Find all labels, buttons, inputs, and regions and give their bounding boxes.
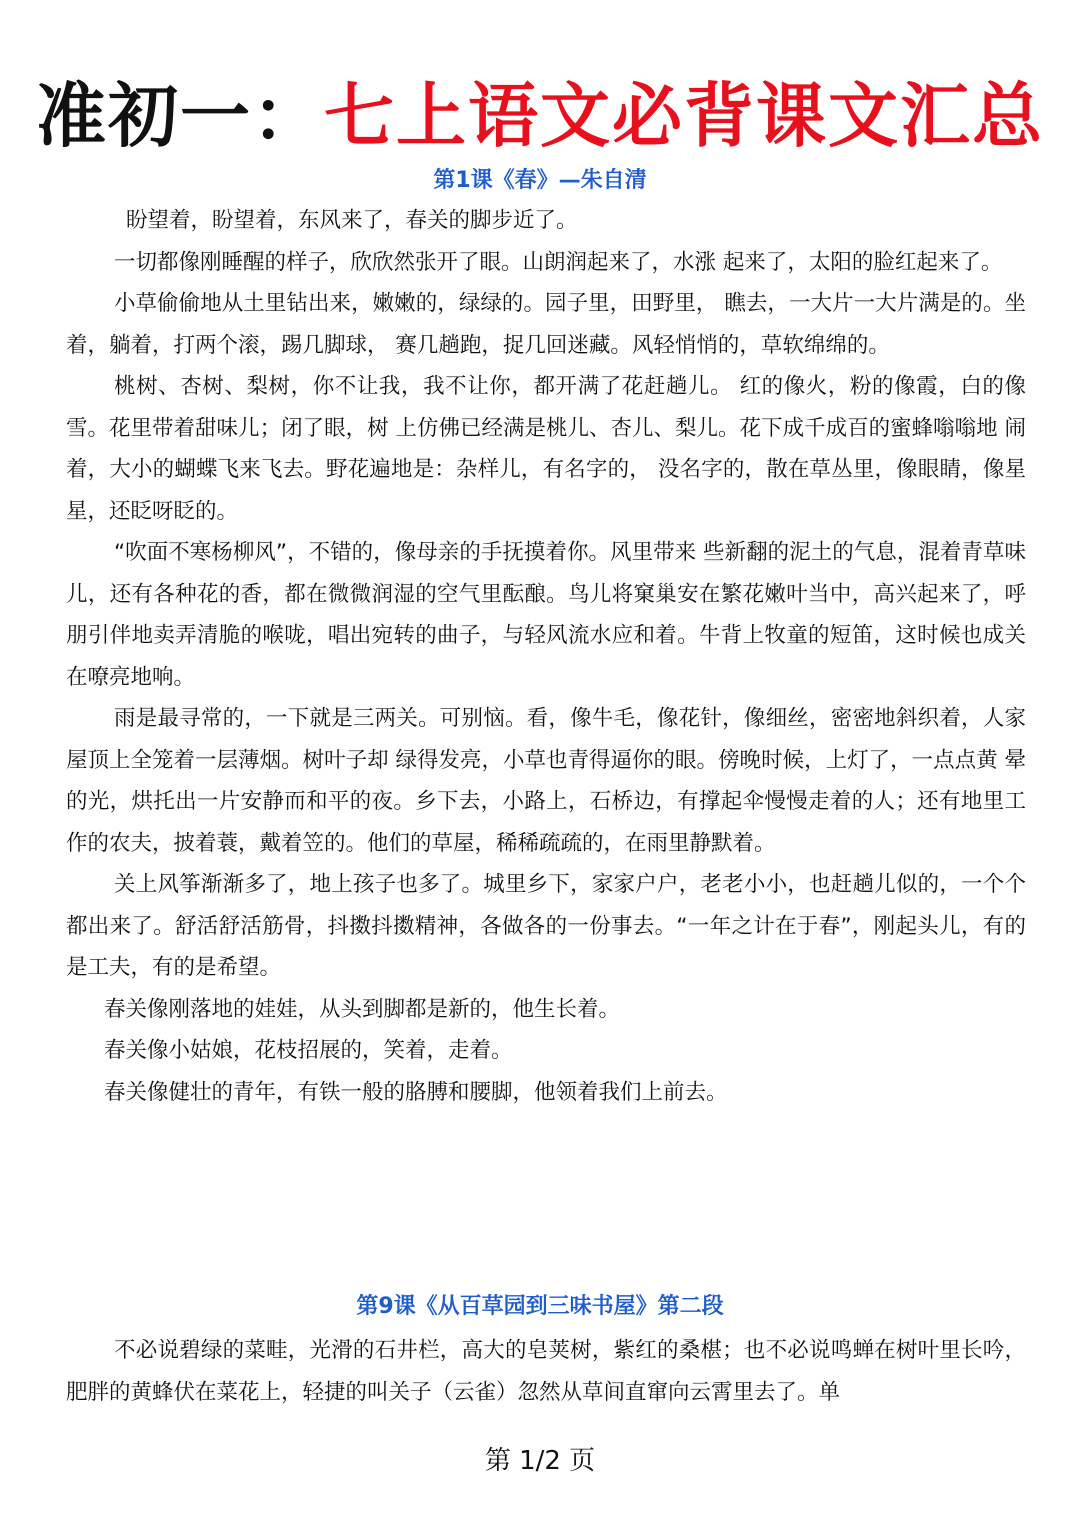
lesson-9-heading: 第9课《从百草园到三味书屋》第二段 xyxy=(356,1294,724,1319)
lesson-1-text xyxy=(66,200,1026,1113)
paragraph: 关上风筝渐渐多了，地上孩子也多了。城里乡下，家家户户，老老小小，也赶趟儿似的，一个个都出来了。舒活舒活筋骨，抖擞抖擞精神，各做各的一份事去。“一年之计在于春”，刚起头儿，有的是工夫，有的是希望。 xyxy=(66,872,1026,980)
title-prefix: 准初一： xyxy=(36,75,324,157)
lesson-9-text xyxy=(66,1330,1026,1413)
paragraph: 桃树、杏树、梨树，你不让我，我不让你，都开满了花赶趟儿。 红的像火，粉的像霞，白的像雪。花里带着甜味儿；闭了眼，树 上仿佛已经满是桃儿、杏儿、梨儿。花下成千成百的蜜蜂嗡嗡地 闹着，大小的蝴蝶飞来飞去。野花遍地是：杂样儿，有名字的， 没名字的，散在草丛里，像眼睛，像星星，还眨呀眨的。 xyxy=(66,374,1026,524)
paragraph: 小草偷偷地从土里钻出来，嫩嫩的，绿绿的。园子里，田野里， 瞧去，一大片一大片满是的。坐着，躺着，打两个滚，踢几脚球， 赛几趟跑，捉几回迷藏。风轻悄悄的，草软绵绵的。 xyxy=(66,291,1026,358)
paragraph: 春关像刚落地的娃娃，从头到脚都是新的，他生长着。 xyxy=(104,996,621,1022)
paragraph: 雨是最寻常的，一下就是三两关。可别恼。看，像牛毛，像花针，像细丝，密密地斜织着，人家屋顶上全笼着一层薄烟。树叶子却 绿得发亮，小草也青得逼你的眼。傍晚时候，上灯了，一点点黄 晕的光，烘托出一片安静而和平的夜。乡下去，小路上，石桥边，有撑起伞慢慢走着的人；还有地里工作的农夫，披着蓑，戴着笠的。他们的草屋，稀稀疏疏的，在雨里静默着。 xyxy=(66,706,1026,856)
paragraph: 春关像小姑娘，花枝招展的，笑着，走着。 xyxy=(104,1038,513,1063)
paragraph: 春关像健壮的青年，有铁一般的胳膊和腰脚，他领着我们上前去。 xyxy=(104,1079,728,1105)
page-number: 第 1/2 页 xyxy=(484,1446,596,1476)
paragraph: 盼望着，盼望着，东风来了，春关的脚步近了。 xyxy=(126,208,578,233)
page-title xyxy=(0,74,1080,158)
paragraph: 一切都像刚睡醒的样子，欣欣然张开了眼。山朗润起来了，水涨 起来了，太阳的脸红起来了。 xyxy=(114,249,1003,275)
lesson-1-heading: 第1课《春》—朱自清 xyxy=(433,168,647,193)
paragraph: “吹面不寒杨柳风”，不错的，像母亲的手抚摸着你。风里带来 些新翻的泥土的气息，混着青草味儿，还有各种花的香，都在微微润湿的空气里酝酿。鸟儿将窠巢安在繁花嫩叶当中，高兴起来了，呼朋引伴地卖弄清脆的喉咙，唱出宛转的曲子，与轻风流水应和着。牛背上牧童的短笛，这时候也成关在嘹亮地响。 xyxy=(66,540,1026,690)
title-main: 七上语文必背课文汇总 xyxy=(324,75,1044,157)
paragraph: 不必说碧绿的菜畦，光滑的石井栏，高大的皂荚树，紫红的桑椹；也不必说鸣蝉在树叶里长吟，肥胖的黄蜂伏在菜花上，轻捷的叫关子（云雀）忽然从草间直窜向云霄里去了。单 xyxy=(66,1338,1026,1405)
